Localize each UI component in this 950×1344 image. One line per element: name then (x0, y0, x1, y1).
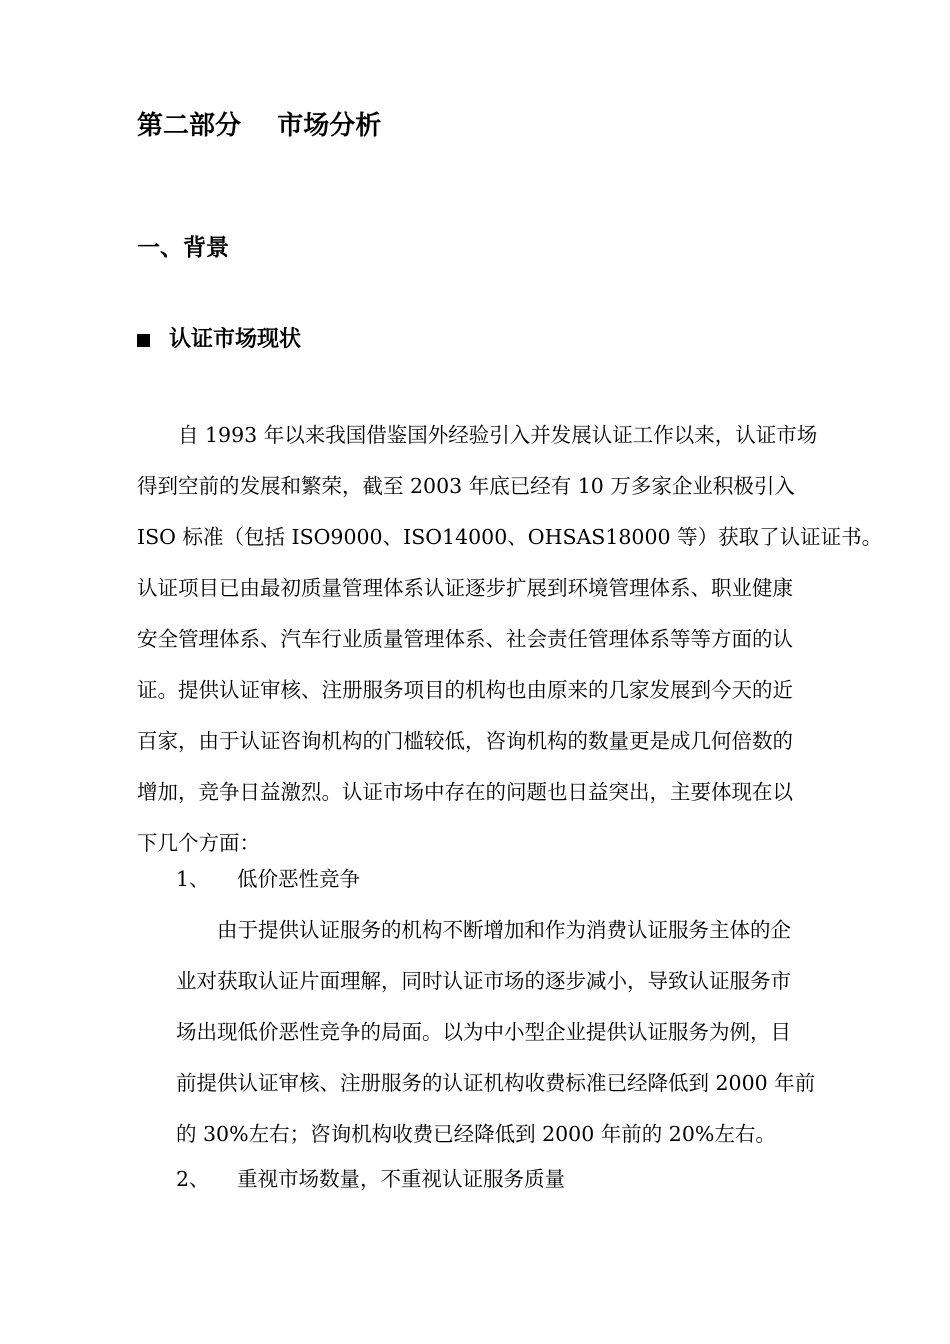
paragraph-line: 下几个方面： (137, 831, 260, 855)
paragraph-line: 百家，由于认证咨询机构的门槛较低，咨询机构的数量更是成几何倍数的 (137, 729, 793, 753)
list-item-number: 1、 (176, 867, 210, 891)
black-square-icon (137, 334, 150, 347)
list-item-text: 重视市场数量，不重视认证服务质量 (237, 1167, 565, 1191)
paragraph-line: 增加，竞争日益激烈。认证市场中存在的问题也日益突出，主要体现在以 (137, 780, 793, 804)
paragraph-line: 场出现低价恶性竞争的局面。以为中小型企业提供认证服务为例，目 (176, 1020, 791, 1044)
paragraph-line: ISO 标准（包括 ISO9000、ISO14000、OHSAS18000 等）获取了认证证书。 (137, 525, 883, 549)
paragraph-line: 认证项目已由最初质量管理体系认证逐步扩展到环境管理体系、职业健康 (137, 576, 793, 600)
item1-detail-paragraph (176, 905, 896, 1160)
paragraph-line: 前提供认证审核、注册服务的认证机构收费标准已经降低到 2000 年前 (176, 1071, 816, 1095)
paragraph-line: 证。提供认证审核、注册服务项目的机构也由原来的几家发展到今天的近 (137, 678, 793, 702)
list-item-1 (176, 854, 360, 905)
paragraph-line: 业对获取认证片面理解，同时认证市场的逐步减小，导致认证服务市 (176, 969, 791, 993)
subsection-title: 认证市场现状 (169, 327, 302, 352)
list-item-2 (176, 1154, 565, 1205)
list-item-text: 低价恶性竞争 (237, 867, 360, 891)
section-title: 一、背景 (137, 235, 229, 261)
paragraph-line: 自 1993 年以来我国借鉴国外经验引入并发展认证工作以来，认证市场 (137, 423, 818, 447)
intro-paragraph (137, 410, 917, 869)
subsection-heading (137, 324, 301, 356)
paragraph-line: 由于提供认证服务的机构不断增加和作为消费认证服务主体的企 (176, 918, 791, 942)
part-title: 第二部分 市场分析 (137, 111, 382, 141)
list-item-number: 2、 (176, 1167, 210, 1191)
paragraph-line: 安全管理体系、汽车行业质量管理体系、社会责任管理体系等等方面的认 (137, 627, 793, 651)
paragraph-line: 得到空前的发展和繁荣，截至 2003 年底已经有 10 万多家企业积极引入 (137, 474, 795, 498)
paragraph-line: 的 30%左右；咨询机构收费已经降低到 2000 年前的 20%左右。 (176, 1122, 776, 1146)
